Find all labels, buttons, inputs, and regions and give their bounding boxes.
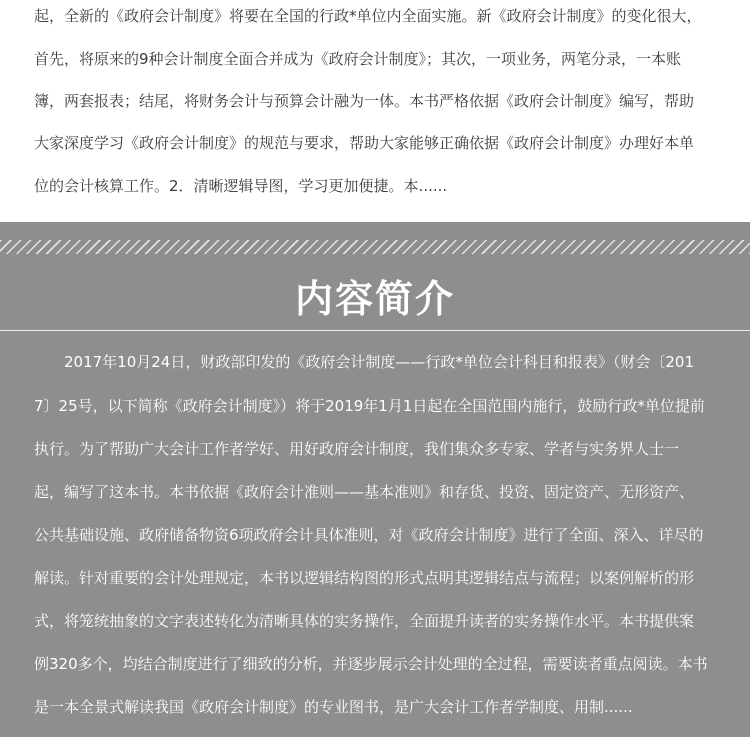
summary-line: 公共基础设施、政府储备物资6项政府会计具体准则，对《政府会计制度》进行了全面、深入、详尽的 xyxy=(34,526,704,544)
section-title: 内容简介 xyxy=(294,277,455,321)
title-divider xyxy=(0,330,750,331)
summary-line: 是一本全景式解读我国《政府会计制度》的专业图书，是广大会计工作者学制度、用制...... xyxy=(34,698,633,716)
content-summary-section xyxy=(0,222,750,737)
intro-excerpt xyxy=(0,0,750,222)
summary-line: 例320多个，均结合制度进行了细致的分析，并逐步展示会计处理的全过程，需要读者重点阅读。本书 xyxy=(34,655,708,673)
intro-line: 簿，两套报表；结尾，将财务会计与预算会计融为一体。本书严格依据《政府会计制度》编写，帮助 xyxy=(34,92,695,110)
decorative-stripe-band xyxy=(0,240,750,254)
intro-line: 起，全新的《政府会计制度》将要在全国的行政*单位内全面实施。新《政府会计制度》的变化很大， xyxy=(34,7,702,25)
summary-line: 7〕25号，以下简称《政府会计制度》）将于2019年1月1日起在全国范围内施行，鼓励行政*单位提前 xyxy=(34,397,705,415)
intro-line: 大家深度学习《政府会计制度》的规范与要求，帮助大家能够正确依据《政府会计制度》办理好本单 xyxy=(34,134,695,152)
summary-line: 起，编写了这本书。本书依据《政府会计准则——基本准则》和存货、投资、固定资产、无形资产、 xyxy=(34,483,695,501)
intro-line: 首先，将原来的9种会计制度全面合并成为《政府会计制度》；其次，一项业务，两笔分录，一本账 xyxy=(34,50,682,68)
intro-line: 位的会计核算工作。2．清晰逻辑导图，学习更加便捷。本...... xyxy=(34,177,448,195)
summary-line: 式，将笼统抽象的文字表述转化为清晰具体的实务操作，全面提升读者的实务操作水平。本书提供案 xyxy=(34,612,695,630)
summary-line: 2017年10月24日，财政部印发的《政府会计制度——行政*单位会计科目和报表》（财会〔201 xyxy=(64,353,694,371)
summary-line: 执行。为了帮助广大会计工作者学好、用好政府会计制度，我们集众多专家、学者与实务界人士一 xyxy=(34,440,680,458)
summary-line: 解读。针对重要的会计处理规定，本书以逻辑结构图的形式点明其逻辑结点与流程；以案例解析的形 xyxy=(34,569,695,587)
